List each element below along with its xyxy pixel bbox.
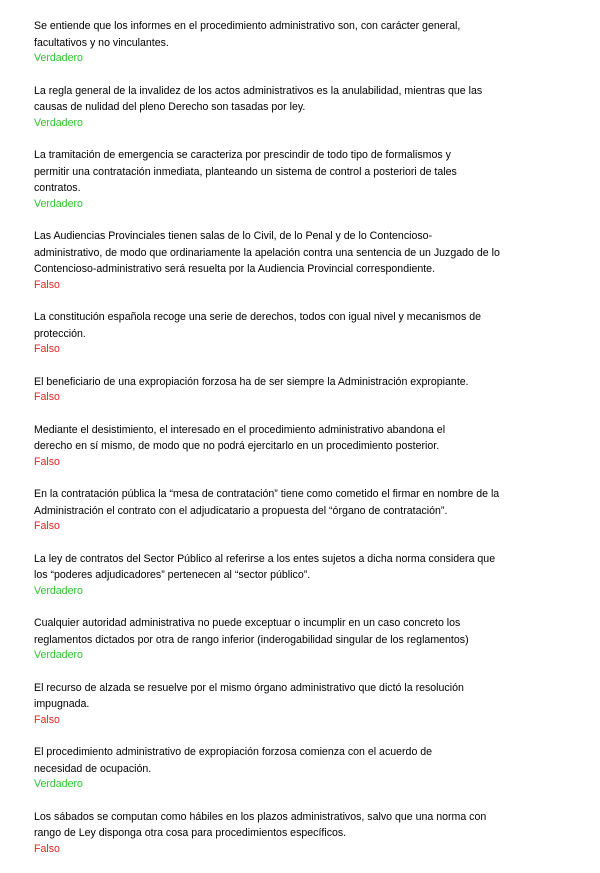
question-text: Mediante el desistimiento, el interesado en el procedimiento administrativo abandona el derecho en sí mismo, de modo que no podrá ejercitarlo en un procedimiento posterior. <box>34 423 446 452</box>
answer-label: Verdadero <box>34 197 83 210</box>
question-text: El procedimiento administrativo de expropiación forzosa comienza con el acuerdo de necesidad de ocupación. <box>34 746 433 775</box>
question-text: El beneficiario de una expropiación forzosa ha de ser siempre la Administración expropiante. <box>34 375 469 388</box>
question-text: En la contratación pública la “mesa de contratación” tiene como cometido el firmar en nombre de la Administración el contrato con el adjudicatario a propuesta del “órgano de contratación”. <box>34 488 500 517</box>
question-text: Los sábados se computan como hábiles en los plazos administrativos, salvo que una norma con rango de Ley disponga otra cosa para procedimientos específicos. <box>34 810 487 839</box>
question-text: El recurso de alzada se resuelve por el mismo órgano administrativo que dictó la resolución impugnada. <box>34 681 464 710</box>
list-item <box>34 83 534 130</box>
list-item <box>34 615 534 662</box>
answer-label: Verdadero <box>34 584 83 597</box>
answer-label: Falso <box>34 391 60 403</box>
list-item <box>34 422 534 469</box>
answer-label: Verdadero <box>34 778 83 790</box>
question-text: La tramitación de emergencia se caracteriza por prescindir de todo tipo de formalismos y permitir una contratación inmediata, planteando un sistema de control a posteriori de tales contratos. <box>34 149 457 194</box>
list-item <box>34 147 534 211</box>
list-item <box>34 374 534 405</box>
answer-label: Falso <box>34 278 60 291</box>
answer-label: Falso <box>34 713 60 726</box>
list-item <box>34 18 534 65</box>
answer-label: Falso <box>34 520 60 532</box>
question-list <box>34 18 534 873</box>
answer-label: Falso <box>34 455 60 468</box>
list-item <box>34 680 534 727</box>
question-text: Cualquier autoridad administrativa no puede exceptuar o incumplir en un caso concreto los reglamentos dictados por otra de rango inferior (inderogabilidad singular de los reglamentos) <box>34 617 469 646</box>
list-item <box>34 309 534 356</box>
list-item <box>34 551 534 598</box>
list-item <box>34 228 534 292</box>
question-text: La ley de contratos del Sector Público al referirse a los entes sujetos a dicha norma considera que los “poderes adjudicadores” pertenecen al “sector público”. <box>34 552 496 581</box>
question-text: Se entiende que los informes en el procedimiento administrativo son, con carácter general, facultativos y no vinculantes. <box>34 20 461 49</box>
question-text: La regla general de la invalidez de los actos administrativos es la anulabilidad, mientras que las causas de nulidad del pleno Derecho son tasadas por ley. <box>34 84 483 113</box>
answer-label: Verdadero <box>34 649 83 661</box>
list-item <box>34 809 534 856</box>
list-item <box>34 486 534 533</box>
answer-label: Falso <box>34 343 60 355</box>
answer-label: Falso <box>34 842 60 855</box>
question-text: Las Audiencias Provinciales tienen salas de lo Civil, de lo Penal y de lo Contencioso- administrativo, de modo que ordinariamente la apelación contra una sentencia de un Juzgado de lo Contencioso-administrativo será resuelta por la Audiencia Provincial correspondiente. <box>34 230 500 275</box>
answer-label: Verdadero <box>34 116 83 129</box>
question-text: La constitución española recoge una serie de derechos, todos con igual nivel y mecanismos de protección. <box>34 311 481 340</box>
answer-label: Verdadero <box>34 52 83 64</box>
list-item <box>34 744 534 791</box>
